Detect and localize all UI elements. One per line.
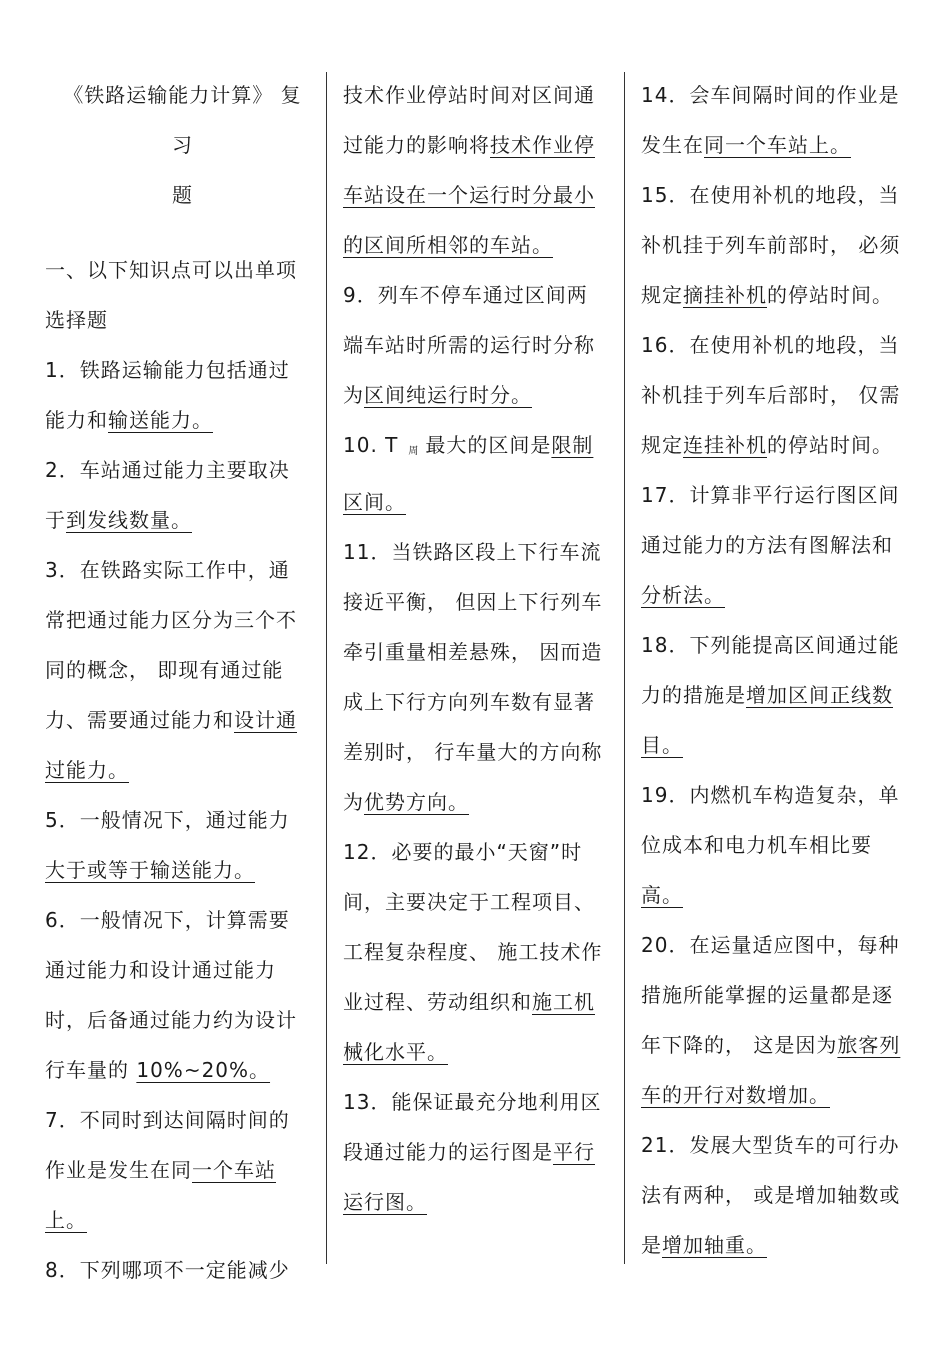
answer-2: 到发线数量。 — [66, 508, 192, 532]
answer-1: 输送能力。 — [108, 408, 213, 432]
answer-8: 技术作业停车站设在一个运行时分最小的区间所相邻的车站。 — [343, 133, 595, 257]
column-2 — [343, 70, 608, 1227]
question-19: 19．内燃机车构造复杂，单位成本和电力机车相比要 高。 — [641, 783, 900, 907]
answer-17: 分析法。 — [641, 583, 725, 607]
answer-5: 大于或等于输送能力。 — [45, 858, 255, 882]
question-10: 10. T $_周$ 最大的区间是限制区间。 — [343, 433, 594, 514]
question-14: 14．会车间隔时间的作业是发生在同一个车站上。 — [641, 83, 900, 157]
question-3: 3．在铁路实际工作中，通常把通过能力区分为三个不同的概念， 即现有通过能力、需要通过能力和设计通过能力。 — [45, 558, 297, 782]
question-16: 16．在使用补机的地段，当补机挂于列车后部时， 仅需规定连挂补机的停站时间。 — [641, 333, 901, 457]
answer-12: 施工机械化水平。 — [343, 990, 595, 1064]
answer-9: 区间纯运行时分。 — [364, 383, 532, 407]
answer-14: 同一个车站上。 — [704, 133, 851, 157]
title-line-2: 题 — [172, 183, 193, 207]
column-divider-right — [624, 72, 625, 1264]
answer-18: 增加区间正线数目。 — [641, 683, 893, 757]
document-title — [45, 70, 310, 220]
question-12: 12．必要的最小“天窗”时间，主要决定于工程项目、工程复杂程度、 施工技术作业过程、劳动组织和施工机械化水平。 — [343, 840, 603, 1064]
title-line-1: 《铁路运输能力计算》 复习 — [63, 83, 302, 157]
question-9: 9．列车不停车通过区间两端车站时所需的运行时分称为区间纯运行时分。 — [343, 283, 595, 407]
question-20: 20．在运量适应图中，每种措施所能掌握的运量都是逐年下降的， 这是因为旅客列车的开行对数增加。 — [641, 933, 901, 1107]
question-18: 18．下列能提高区间通过能力的措施是增加区间正线数目。 — [641, 633, 900, 757]
question-8-start — [45, 1245, 310, 1295]
answer-6: 10%~20%。 — [136, 1058, 271, 1082]
column-3 — [641, 70, 911, 1270]
answer-16: 连挂补机 — [683, 433, 767, 457]
question-11: 11．当铁路区段上下行车流接近平衡， 但因上下行列车牵引重量相差悬殊， 因而造成上下行方向列车数有显著差别时， 行车量大的方向称为优势方向。 — [343, 540, 603, 814]
answer-21: 增加轴重。 — [662, 1233, 767, 1257]
section-heading: 一、以下知识点可以出单项选择题 — [45, 258, 297, 332]
question-7: 7．不同时到达间隔时间的作业是发生在同一个车站上。 — [45, 1108, 290, 1232]
question-15: 15．在使用补机的地段，当补机挂于列车前部时， 必须规定摘挂补机的停站时间。 — [641, 183, 901, 307]
answer-11: 优势方向。 — [364, 790, 469, 814]
answer-19: 高。 — [641, 883, 683, 907]
subscript-zhou: 周 — [408, 446, 420, 457]
question-8-continued: 技术作业停站时间对区间通过能力的影响将技术作业停车站设在一个运行时分最小的区间所相邻的车站。 — [343, 83, 595, 257]
answer-10: 限制区间。 — [343, 433, 594, 514]
question-6: 6．一般情况下，计算需要通过能力和设计通过能力时，后备通过能力约为设计行车量的 10%~20%。 — [45, 908, 297, 1082]
question-21: 21．发展大型货车的可行办法有两种， 或是增加轴数或是增加轴重。 — [641, 1133, 901, 1257]
question-17: 17．计算非平行运行图区间通过能力的方法有图解法和分析法。 — [641, 483, 900, 607]
column-1 — [45, 70, 310, 1295]
answer-7: 一个车站上。 — [45, 1158, 276, 1232]
question-8-text: 8．下列哪项不一定能减少 — [45, 1258, 290, 1282]
answer-13: 平行运行图。 — [343, 1140, 595, 1214]
answer-20: 旅客列车的开行对数增加。 — [641, 1033, 901, 1107]
question-5: 5．一般情况下，通过能力大于或等于输送能力。 — [45, 808, 290, 882]
answer-3: 设计通过能力。 — [45, 708, 297, 782]
answer-15: 摘挂补机 — [683, 283, 767, 307]
question-1: 1．铁路运输能力包括通过能力和输送能力。 — [45, 358, 290, 432]
question-13: 13．能保证最充分地利用区段通过能力的运行图是平行运行图。 — [343, 1090, 602, 1214]
column-divider-left — [326, 72, 327, 1264]
question-2: 2．车站通过能力主要取决于到发线数量。 — [45, 458, 290, 532]
